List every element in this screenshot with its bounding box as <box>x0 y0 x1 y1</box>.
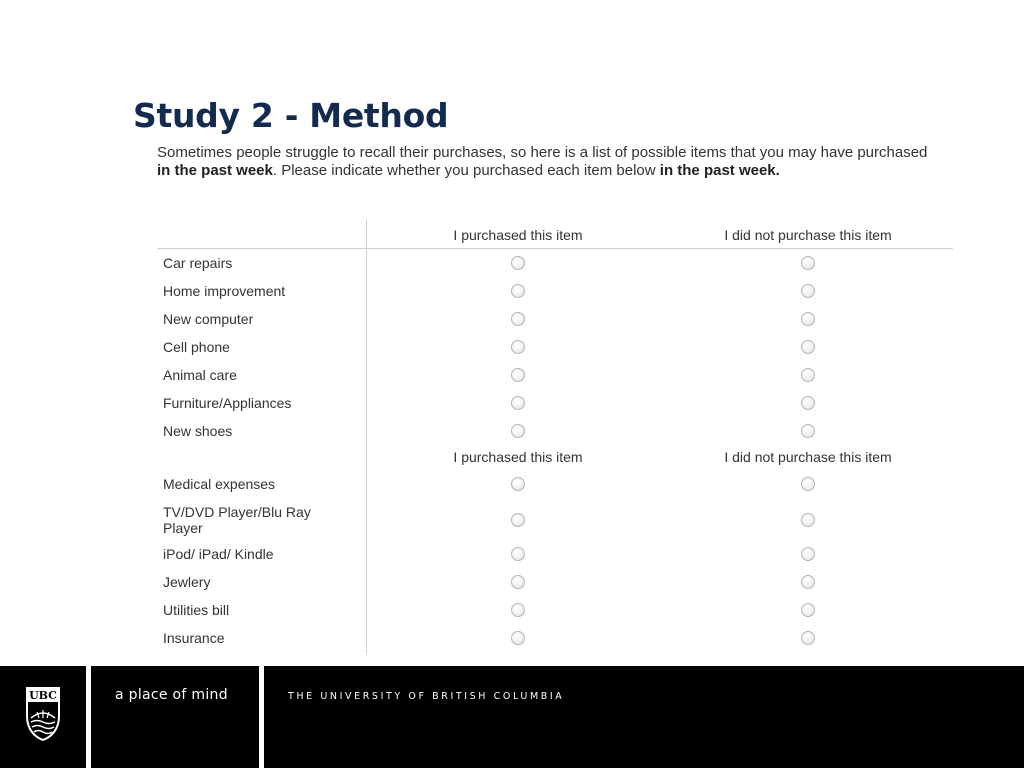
radio-purchased[interactable] <box>511 631 525 645</box>
radio-purchased[interactable] <box>511 575 525 589</box>
label-column-divider <box>366 220 367 654</box>
radio-purchased[interactable] <box>511 603 525 617</box>
radio-not-purchased[interactable] <box>801 396 815 410</box>
row-label: iPod/ iPad/ Kindle <box>163 546 274 562</box>
radio-not-purchased[interactable] <box>801 513 815 527</box>
ubc-crest-icon <box>25 686 61 742</box>
row-label: Car repairs <box>163 255 233 271</box>
row-label: Cell phone <box>163 339 230 355</box>
column-header-not-purchased: I did not purchase this item <box>724 227 892 243</box>
row-label: Animal care <box>163 367 237 383</box>
row-label: Medical expenses <box>163 476 276 492</box>
purchase-survey-matrix <box>157 220 953 654</box>
footer-separator <box>259 666 264 768</box>
radio-not-purchased[interactable] <box>801 631 815 645</box>
radio-not-purchased[interactable] <box>801 256 815 270</box>
radio-purchased[interactable] <box>511 340 525 354</box>
radio-purchased[interactable] <box>511 396 525 410</box>
slide-title: Study 2 - Method <box>133 96 449 135</box>
svg-text:UBC: UBC <box>29 689 57 702</box>
column-header-not-purchased-repeat: I did not purchase this item <box>724 449 892 465</box>
row-label: Insurance <box>163 630 225 646</box>
row-label: New shoes <box>163 423 233 439</box>
radio-purchased[interactable] <box>511 284 525 298</box>
instructions-text-1: Sometimes people struggle to recall their purchases, so here is a list of possible items that you may have purchased <box>157 144 928 161</box>
radio-not-purchased[interactable] <box>801 340 815 354</box>
radio-purchased[interactable] <box>511 256 525 270</box>
instructions-emphasis-2: in the past week. <box>659 162 780 179</box>
radio-purchased[interactable] <box>511 477 525 491</box>
radio-not-purchased[interactable] <box>801 312 815 326</box>
footer-separator <box>86 666 91 768</box>
survey-instructions <box>157 144 937 180</box>
row-label: New computer <box>163 311 254 327</box>
row-label: Furniture/Appliances <box>163 395 292 411</box>
row-label: Home improvement <box>163 283 286 299</box>
row-label: TV/DVD Player/Blu Ray Player <box>163 504 311 536</box>
instructions-text-2: . Please indicate whether you purchased each item below <box>272 162 660 179</box>
radio-purchased[interactable] <box>511 513 525 527</box>
radio-purchased[interactable] <box>511 368 525 382</box>
instructions-emphasis-1: in the past week <box>157 162 273 179</box>
radio-not-purchased[interactable] <box>801 424 815 438</box>
radio-not-purchased[interactable] <box>801 547 815 561</box>
footer-university-name: THE UNIVERSITY OF BRITISH COLUMBIA <box>288 691 565 702</box>
radio-not-purchased[interactable] <box>801 477 815 491</box>
radio-not-purchased[interactable] <box>801 368 815 382</box>
radio-purchased[interactable] <box>511 547 525 561</box>
column-header-purchased-repeat: I purchased this item <box>453 449 583 465</box>
radio-purchased[interactable] <box>511 312 525 326</box>
footer-tagline: a place of mind <box>115 687 228 703</box>
radio-not-purchased[interactable] <box>801 603 815 617</box>
row-label: Jewlery <box>163 574 211 590</box>
ubc-footer <box>0 666 1024 768</box>
radio-purchased[interactable] <box>511 424 525 438</box>
radio-not-purchased[interactable] <box>801 284 815 298</box>
header-divider <box>157 248 953 249</box>
radio-not-purchased[interactable] <box>801 575 815 589</box>
row-label: Utilities bill <box>163 602 230 618</box>
column-header-purchased: I purchased this item <box>453 227 583 243</box>
